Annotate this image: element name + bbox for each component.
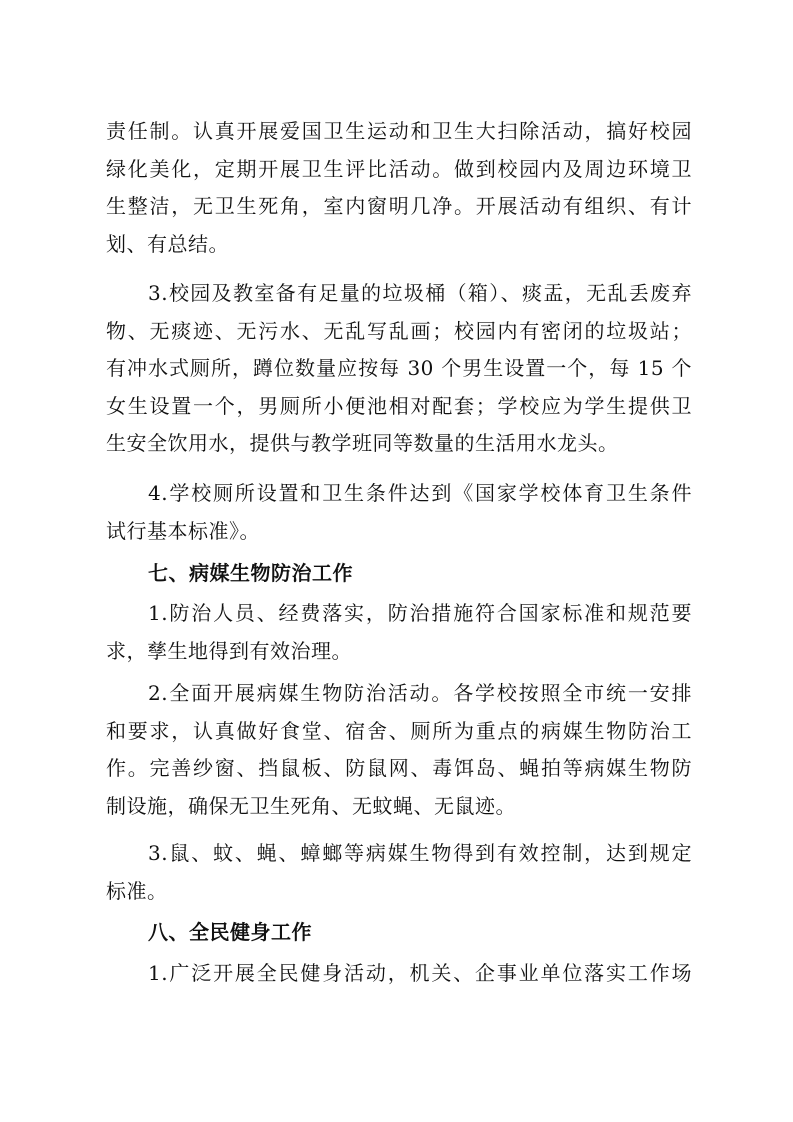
text-line: 作。完善纱窗、挡鼠板、防鼠网、毒饵岛、蝇拍等病媒生物防 xyxy=(106,756,692,781)
paragraph-vector-item-2 xyxy=(106,675,692,825)
paragraph-vector-item-3 xyxy=(106,835,692,910)
text-line: 4.学校厕所设置和卫生条件达到《国家学校体育卫生条件 xyxy=(148,481,692,505)
text-line: 生安全饮用水，提供与教学班同等数量的生活用水龙头。 xyxy=(106,431,619,456)
text-line: 制设施，确保无卫生死角、无蚊蝇、无鼠迹。 xyxy=(106,793,516,818)
text-line: 求，孳生地得到有效治理。 xyxy=(106,638,352,663)
text-line: 生整洁，无卫生死角，室内窗明几净。开展活动有组织、有计 xyxy=(106,194,692,219)
text-line: 责任制。认真开展爱国卫生运动和卫生大扫除活动，搞好校园 xyxy=(106,119,692,143)
text-line: 绿化美化，定期开展卫生评比活动。做到校园内及周边环境卫 xyxy=(106,156,692,181)
section-heading-national-fitness: 八、全民健身工作 xyxy=(148,920,312,944)
text-line: 3.鼠、蚊、蝇、蟑螂等病媒生物得到有效控制，达到规定 xyxy=(148,841,692,865)
text-line: 和要求，认真做好食堂、宿舍、厕所为重点的病媒生物防治工 xyxy=(106,718,692,743)
paragraph-item-4-standards xyxy=(106,475,692,550)
text-line: 3.校园及教室备有足量的垃圾桶（箱）、痰盂，无乱丢废弃 xyxy=(148,281,692,305)
text-line: 1.广泛开展全民健身活动，机关、企事业单位落实工作场 xyxy=(148,961,692,985)
text-line: 试行基本标准》。 xyxy=(106,518,260,543)
text-line: 有冲水式厕所，蹲位数量应按每 30 个男生设置一个，每 15 个 xyxy=(106,356,692,381)
text-line: 女生设置一个，男厕所小便池相对配套；学校应为学生提供卫 xyxy=(106,393,692,418)
text-line: 划、有总结。 xyxy=(106,231,229,256)
paragraph-hygiene-responsibility xyxy=(106,113,692,263)
paragraph-fitness-item-1 xyxy=(106,955,692,993)
section-heading-vector-control: 七、病媒生物防治工作 xyxy=(148,561,353,585)
paragraph-item-3-trash-toilets xyxy=(106,275,692,463)
text-line: 标准。 xyxy=(106,878,168,903)
text-line: 1.防治人员、经费落实，防治措施符合国家标准和规范要 xyxy=(148,601,692,625)
text-line: 物、无痰迹、无污水、无乱写乱画；校园内有密闭的垃圾站； xyxy=(106,318,692,343)
text-line: 2.全面开展病媒生物防治活动。各学校按照全市统一安排 xyxy=(148,681,692,705)
paragraph-vector-item-1 xyxy=(106,595,692,670)
